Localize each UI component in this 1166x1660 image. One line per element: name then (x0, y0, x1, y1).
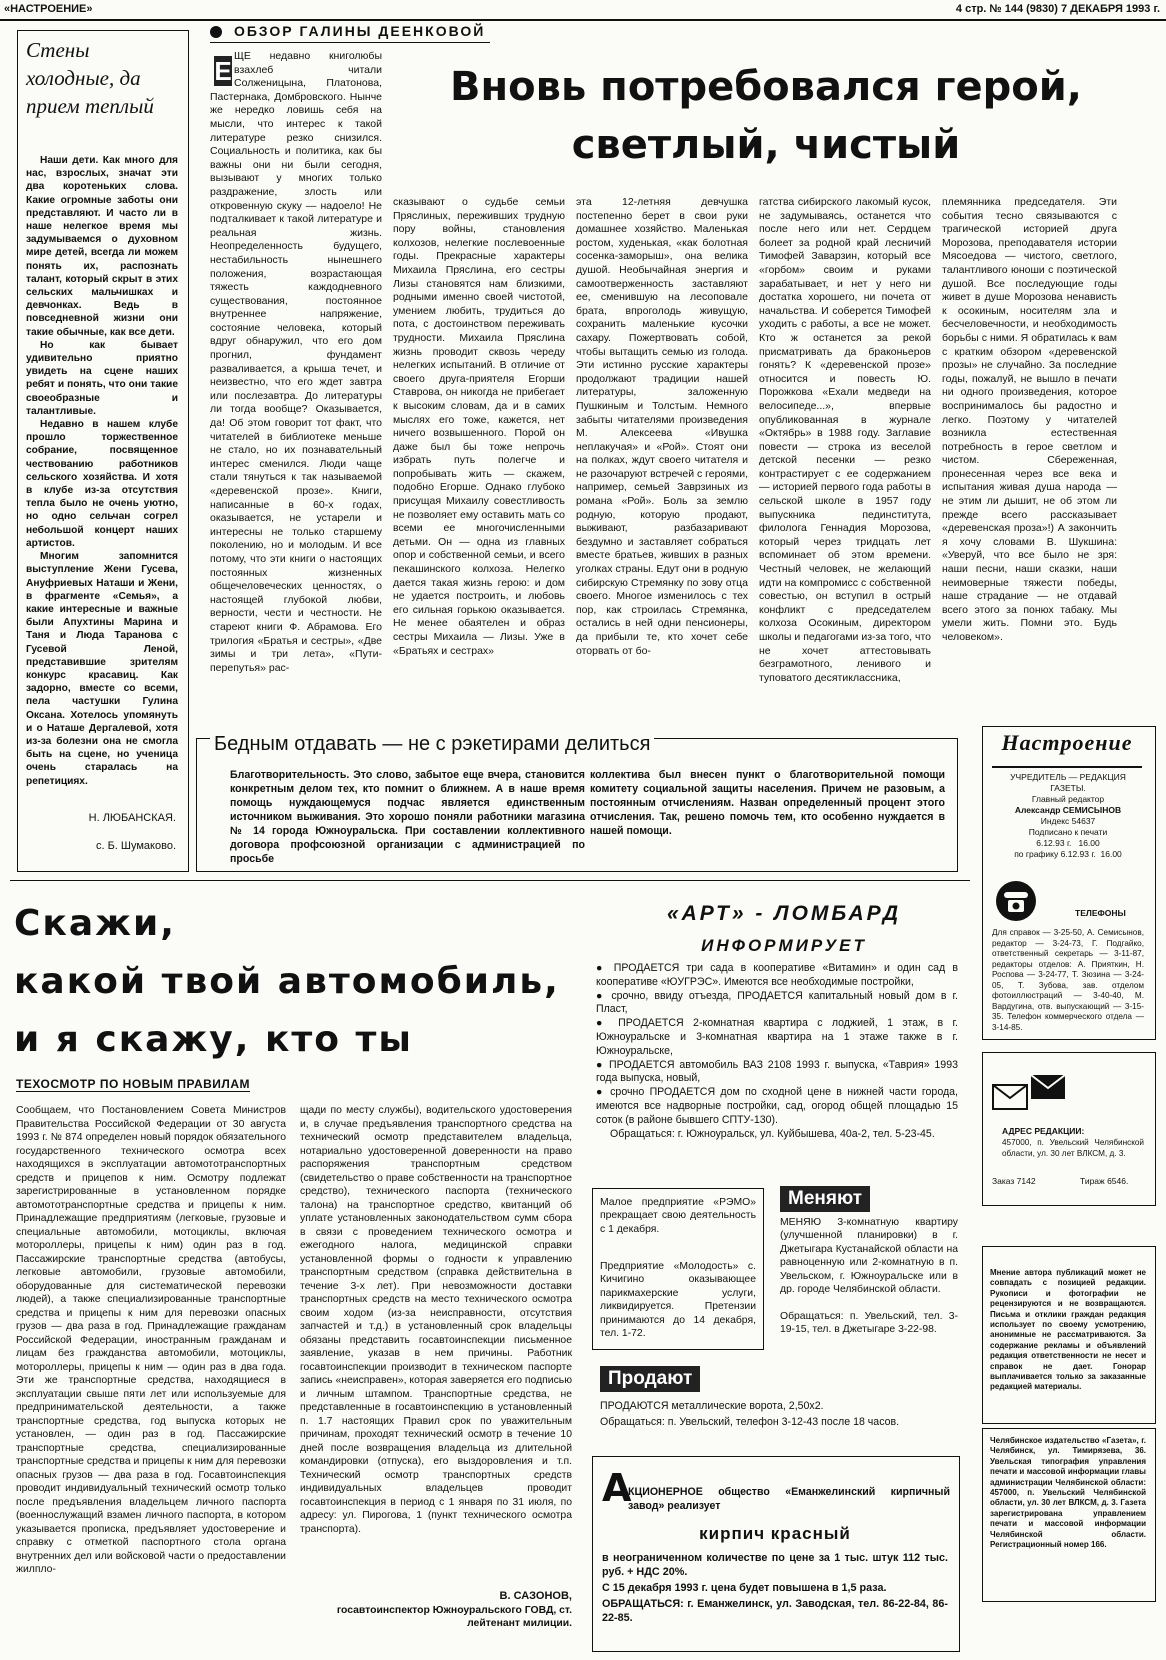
bullet-icon: ● (596, 1086, 611, 1099)
charity-right: коллектива был внесен пункт о благотворительной помощи комитету социальной защиты населения. Причем не разовым, а постоянным отчислениям. Назван определенный процент этого отчисления. Так, решено помочь тем, кто особенно нуждается в нашей помощи. (590, 769, 945, 837)
auto-headline-line-1: Скажи, (14, 903, 176, 944)
imprint-signed-date: 6.12.93 г. (1036, 838, 1072, 848)
charity-headline: Бедным отдавать — не с рэкетирами делиться (210, 733, 654, 756)
imprint-signed-time: 16.00 (1078, 838, 1100, 848)
letter-title: Стены холодные, да прием теплый (26, 38, 154, 118)
review-col-4: гатства сибирского лакомый кусок, не задумываясь, останется что после него или нет. Сердцем болеет за родной край лесничий Тимофей Заварзин, который все «горбом» своим и руками зарабатывает, и нет у него ни достатка хорошего, ни почета от начальства. И соберется Тимофей уходить с работы, а все не может. Кто ж останется за рекой присматривать да браконьеров гонять? К «деревенской прозе» относится и повесть Ю. Порожкова «Ехали медведи на велосипеде...», впервые опубликованная в журнале «Октябрь» в 1988 году. Заглавие повести — строка из веселой детской песенки — резко контрастирует с ее содержанием — историей первого года работы в сельской школе в 1957 году выпускника пединститута, филолога Геннадия Морозова, который через тридцать лет вспоминает об этом времени. Честный человек, не желающий идти на компромисс с собственной совестью, он вступил в острый конфликт с председателем колхоза Осокиным, директором школы и педагогами из-за того, что не хочет аттестовывать безграмотного, ленивого и туповатого десятиклассника, (759, 196, 931, 684)
sale-label: Продают (600, 1366, 700, 1392)
rubric-bullet-icon (210, 26, 222, 38)
imprint-editor: Александр СЕМИСЫНОВ (1014, 805, 1122, 815)
imprint-editor-label: Главный редактор (1031, 794, 1105, 804)
imprint-logo-rule (992, 766, 1142, 768)
notice-remo: Малое предприятие «РЭМО» прекращает свою деятельность с 1 декабря. (600, 1197, 756, 1235)
brick-notice: С 15 декабря 1993 г. цена будет повышена в 1,5 раза. (602, 1582, 887, 1594)
auto-col-1: Сообщаем, что Постановлением Совета Министров Правительства Российской Федерации от 30 августа 1993 г. № 874 определен новый порядок обязательного государственного технического осмотра всех находящихся в эксплуатации автомототранспортных средств и прицепов к ним. Осмотру подлежат зарегистрированные в установленном порядке автомототранспортные средства и прицепы к ним. Принадлежащие предприятиям (легковые, грузовые и специальные автомобили, мотоциклы, включая мотороллеры, прицепы к ним) один раз в год. Пассажирские транспортные средства (автобусы, легковые автомобили, грузовые автомобили, оборудованные для систематической перевозки людей), а также специализированные транспортные средства и прицепы к ним для перевозки опасных грузов — два раза в год. Принадлежащие гражданам Российской Федерации, иностранным гражданам и лицам без гражданства автомобили, мотоциклы, мотороллеры, прицепы к ним — один раз в два года. Эти же транспортные средства, находящиеся в эксплуатации свыше пяти лет или используемые для предпринимательской деятельности, а также транспортные средства, год выпуска которых не установлен, — один раз в год. Пассажирские транспортные средства, специализированные транспортные средства и прицепы к ним для перевозки опасных грузов — два раза в год. Госавтоинспекция проводит индивидуальный технический осмотр только после предъявления владельцем личного паспорта (военнослужащий взамен личного паспорта, в котором указывается прописка, предъявляет удостоверение и справку с отметкой паспортного стола органа внутренних дел или войсковой части о предоставлении жилпло- (16, 1105, 286, 1575)
imprint-meta (992, 772, 1144, 860)
envelope-icon (992, 1084, 1028, 1110)
exchange-label: Меняют (780, 1186, 870, 1212)
letter-paragraph: Многим запомнится выступление Жени Гусева, Ануфриевых Наташи и Жени, в фрагменте «Семья», а какие интересные и важные были Апухтины Марина и Таня и Люда Таранова с Гусевой Леной, представившие зрителям конкурс красавиц. Как задорно, вместе со всеми, пела частушки Гулина Оксана. Хотелось упомянуть и о Наташе Дергалевой, хотя из-за болезни она не смогла быть на сцене, но ученица очень старалась на репетициях. (26, 551, 178, 787)
lombard-item: ● ПРОДАЕТСЯ автомобиль ВАЗ 2108 1993 г. выпуска, «Таврия» 1993 года выпуска, новый, (596, 1058, 958, 1085)
imprint-founder: УЧРЕДИТЕЛЬ — РЕДАКЦИЯ ГАЗЕТЫ. (1010, 772, 1126, 793)
lombard-list (596, 962, 958, 1140)
masthead (0, 5, 1166, 21)
bullet-icon: ● (596, 1017, 619, 1030)
imprint-logo: Настроение (1001, 730, 1133, 755)
lombard-subtitle: ИНФОРМИРУЕТ (701, 936, 867, 955)
sale-contact: Обращаться: п. Увельский, телефон 3-12-43 после 18 часов. (600, 1416, 900, 1428)
auto-headline (14, 895, 594, 1069)
envelope-icon (1030, 1074, 1066, 1100)
review-headline (426, 58, 1106, 174)
bullet-icon: ● (596, 962, 614, 974)
auto-col-2: щади по месту службы), водительского удостоверения и, в случае предъявления транспортного средства на технический осмотр представителем владельца, нотариально удостоверенной доверенности на право распоряжения транспортным средством (свидетельство о праве собственности на транспортное средство), технического паспорта (технического талона) на транспортное средство, квитанций об уплате установленных законодательством сумм сбора в связи с проведением технического осмотра и ежегодного налога, медицинской справки установленной формы о годности к управлению транспортным средством (справка действительна в течение 3-х лет). При невозможности доставки транспортных средств на место технического осмотра своим ходом (из-за неисправности, отсутствия запчастей и т.д.) в установленный срок владельцы обязаны представить госавтоинспекции письменное заявление, указав в нем причины. Работник госавтоинспекции производит в техническом паспорте запись «неисправен», которая заверяется его подписью и личным штампом. Транспортные средства, не представленные в госавтоинспекцию в установленный п. 1.7 настоящих Правил срок по уважительным причинам, проходят технический осмотр в течение 10 дней после возвращения владельца из длительной командировки (отпуска), его выздоровления и т.п. Технический осмотр транспортных средств индивидуальных владельцев проводит госавтоинспекция в период с 1 января по 31 июля, по адресу: ул. Пирогова, 1 (пункт технического осмотра транспорта). (300, 1105, 573, 1535)
lombard-item: ● ПРОДАЕТСЯ 2-комнатная квартира с лоджией, 1 этаж, в г. Южноуральске и 3-комнатная квартира на 1 этаже также в г. Южноуральске, (596, 1017, 959, 1057)
imprint-signed-label: Подписано к печати (1028, 827, 1108, 837)
imprint-phones-title: ТЕЛЕФОНЫ (1075, 908, 1126, 918)
review-col-1-text: ЩЕ недавно книголюбы взахлеб читали Солженицына, Платонова, Пастернака, Домбровского. Нынче же нередко ловишь себя на мысли, что интерес к такой литературе резко снизился. Социальность и политика, как бы важны они ни были сегодня, вызывают у многих только раздражение, злость или откровенную скуку — надоело! Не подталкивает к такой литературе и реальная жизнь. Неопределенность будущего, нестабильность нынешнего положения, возрастающая тяжесть каждодневного существования, постоянное внутреннее напряжение, состояние человека, который вдруг обнаружил, что его дом прогнил, фундамент разваливается, а крыша течет, и неизвестно, что его ждет завтра или послезавтра. До литературы ли тогда вообще? Оказывается, да! Об этом говорит тот факт, что читателей в библиотеке меньше не стало, но их познавательный интерес сменился. Люди чаще стали тянуться к так называемой «деревенской прозе». Книги, написанные в 60-х годах, оказывается, не устарели и интересны не только старшему поколению, но и молодым. И все потому, что эти книги о настоящих постоянных жизненных общечеловеческих ценностях, о настоящей глубокой любви, верности, чести и честности. Не стареют книги Ф. Абрамова. Его трилогия «Братья и сестры», «Две зимы и три лета», «Пути-перепутья» рас- (210, 50, 382, 674)
lombard-item: ● срочно, ввиду отъезда, ПРОДАЕТСЯ капитальный новый дом в г. Пласт, (596, 989, 958, 1016)
masthead-title: «НАСТРОЕНИЕ» (4, 3, 93, 15)
review-col-3: эта 12-летняя девчушка постепенно берет в свои руки домашнее хозяйство. Маленькая ростом, худенькая, «как болотная сосенка-заморыш», она велика душой. Необычайная энергия и самоотверженность заставляют ее, сменившую на лесоповале брата, впроголодь живущую, сохранить маленькие кусочки сахару. Пожертвовать собой, чтобы вытащить семью из голода. Эти истинно русские характеры продолжают традиции нашей литературы, заложенную Пушкиным и Толстым. Немного забыты читателями произведения М. Алексеева «Ивушка неплакучая» и «Рой». Стоят они на полках, ждут своего читателя и не разочаруют встречей с героями, например, семьей Заврзиных из романа «Рой». Боль за землю родную, которую продают, выживают, разбазаривают бездумно и заставляет собраться вместе братьев, живших в разных уголках страны. Едут они в родную сибирскую Стремянку по зову отца своего. Многое изменилось с тех пор, как строилась Стремянка, остались в ней одни пенсионеры, да прибыли те, кто хочет себе оторвать от бо- (576, 196, 748, 657)
auto-author: В. САЗОНОВ, (499, 1590, 572, 1602)
letter-paragraph: Наши дети. Как много для нас, взрослых, значат эти два коротеньких слова. Какие огромные заботы они представляют. И часто ли в наше нелегкое время мы задумываемся о духовном мире детей, всегда ли можем понять их, распознать талант, который скрыт в этих сельских мальчишках и девчонках. Ведь в повседневной жизни они такие обычные, как все дети. (26, 155, 178, 338)
letter-author: Н. ЛЮБАНСКАЯ. (88, 812, 176, 824)
rubric-label: ОБЗОР ГАЛИНЫ ДЕЕНКОВОЙ (234, 23, 486, 39)
auto-headline-line-3: и я скажу, кто ты (14, 1019, 413, 1060)
imprint-schedule-label: по графику (1014, 849, 1059, 859)
brick-intro: КЦИОНЕРНОЕ общество «Еманжелинский кирпичный завод» реализует (628, 1486, 950, 1512)
auto-headline-line-2: какой твой автомобиль, (14, 961, 560, 1002)
lombard-title: «АРТ» - ЛОМБАРД (666, 902, 902, 925)
brick-contact: ОБРАЩАТЬСЯ: г. Еманжелинск, ул. Заводская, тел. 86-22-84, 86-22-85. (602, 1598, 948, 1624)
letter-body (26, 154, 178, 787)
brick-product: кирпич красный (699, 1524, 851, 1543)
review-headline-line-2: светлый, чистый (571, 122, 961, 168)
telephone-icon (994, 880, 1038, 922)
address-title: АДРЕС РЕДАКЦИИ: (1002, 1126, 1085, 1136)
bullet-icon: ● (596, 1058, 610, 1071)
letter-place: с. Б. Шумаково. (95, 840, 176, 852)
auto-author-role: госавтоинспектор Южноуральского ГОВД, ст. лейтенант милиции. (336, 1605, 572, 1629)
lombard-contact: Обращаться: г. Южноуральск, ул. Куйбышева, 40а-2, тел. 5-23-45. (610, 1127, 935, 1140)
review-col-1 (210, 50, 382, 690)
dropcap-space (210, 50, 234, 84)
section-divider (10, 880, 970, 881)
exchange-contact: Обращаться: п. Увельский, тел. 3-19-15, тел. в Джетыгаре 3-22-98. (780, 1311, 958, 1336)
address-text: 457000, п. Увельский Челябинской области, ул. 30 лет ВЛКСМ, д. 3. (1002, 1138, 1144, 1158)
rubric-underline (210, 42, 490, 43)
charity-left: Благотворительность. Это слово, забытое еще вчера, становится конкретным делом тех, кто помнит о ближнем. А в наше время помощь нуждающемуся подчас является единственным источником выживания. Это хорошо поняли работники магазина № 14 города Южноуральска. При составлении коллективного договора профсоюзной организации с администрацией по просьбе (230, 769, 585, 865)
letter-paragraph: Но как бывает удивительно приятно увидеть на сцене наших ребят и понять, что они такие своеобразные и талантливые. (26, 339, 178, 417)
bullet-icon: ● (596, 989, 612, 1002)
review-dropcap: Е (214, 56, 232, 86)
imprint-index: Индекс 54637 (1040, 816, 1096, 826)
brick-terms: в неограниченном количестве по цене за 1 тыс. штук 112 тыс. руб. + НДС 20%. (602, 1552, 948, 1578)
disclaimer-text: Мнение автора публикаций может не совпадать с позицией редакции. Рукописи и фотографии не рецензируются и не возвращаются. Письма и отклики граждан редакция использует по своему усмотрению, анонимные не рассматриваются. За содержание рекламы и объявлений редакция ответственности не несет и справок не дает. Гонорар выплачивается только за заказанные редакцией материалы. (990, 1268, 1146, 1392)
exchange-text: МЕНЯЮ 3-комнатную квартиру (улучшенной планировки) в г. Джетыгара Кустанайской области на равноценную или 2-комнатную в п. Увельском, г. Южноуральске или в др. городе Челябинской области. (780, 1217, 958, 1296)
brick-dropcap: А (602, 1466, 632, 1510)
print-run: Тираж 6546. (1080, 1176, 1129, 1186)
publisher-text: Челябинское издательство «Газета», г. Челябинск, ул. Тимирязева, 36. Увельская типография управления печати и массовой информации главы администрации Челябинской области: 457000, п. Увельский Челябинской области, ул. 30 лет ВЛКСМ, д. 3. Газета зарегистрирована управлением печати и массовой информации Челябинской области. Регистрационный номер 166. (990, 1436, 1146, 1550)
notice-molodost: Предприятие «Молодость» с. Кичигино оказывающее парикмахерские услуги, ликвидируется. Претензии принимаются до 14 декабря, тел. 1-72. (600, 1261, 756, 1340)
imprint-phones: Для справок — 3-25-50, А. Семисынов, редактор — 3-24-73, Г. Подгайко, ответственный секретарь — 3-11-87, редакторы отделов: А. Прияткин, Н. Роспова — 3-24-77, Т. Зюзина — 3-24-05, Т. Зубова, зав. отделом фотоиллюстраций — 3-40-40, М. Вардугина, отв. выпускающий — 3-15-35. Телефон коммерческого отдела — 3-14-85. (992, 928, 1144, 1032)
review-col-5: племянника председателя. Эти события тесно связываются с трагической историей друга Морозова, преподавателя истории Мясоедова — чистого, светлого, талантливого юноши с поэтической душой. Все последующие годы живет в душе Морозова ненависть к осокиным, носителям зла и бесчеловечности, и необходимость борьбы с ними. Я обратилась к вам с кратким обзором «деревенской прозы» не случайно. За последние годы, пожалуй, не вышло в печати ни одного произведения, которое воспринималось бы радостно и легко. Поэтому у читателей возникла естественная потребность в герое светлом и чистом. Сбереженная, пронесенная через все века и испытания живая душа народа — не этим ли дышит, не об этом ли прежде всего рассказывает «деревенская проза»!) А закончить я хочу словами В. Шукшина: «Уверуй, что все было не зря: наши песни, наши сказки, наши неимоверные тяжести победы, наше страдание — не отдавай всего этого за понюх табаку. Мы умели жить. Помни это. Будь человеком». (942, 196, 1117, 643)
lombard-item: ● срочно ПРОДАЕТСЯ дом по сходной цене в нижней части города, имеются все надворные постройки, сад, огород общей площадью 15 соток (в районе бывшего СПТУ-130). (596, 1086, 958, 1126)
order-number: Заказ 7142 (992, 1176, 1036, 1186)
lombard-item: ● ПРОДАЕТСЯ три сада в кооперативе «Витамин» и один сад в кооперативе «ЮУГРЭС». Имеются все необходимые постройки, (596, 962, 958, 988)
imprint-schedule-time: 16.00 (1100, 849, 1122, 859)
letter-paragraph: Недавно в нашем клубе прошло торжественное собрание, посвященное чествованию работников сельского хозяйства. И хотя в клубе из-за отсутствия тепла было не очень уютно, но одно сельчан согрел небольшой концерт наших артистов. (26, 419, 178, 549)
review-col-2: сказывают о судьбе семьи Пряслиных, переживших трудную пору войны, становления колхозов, нелегкие послевоенные годы. Прекрасные характеры Михаила Пряслина, его сестры Лизы становятся нам близкими, родными именно своей чистотой, умением любить, трудиться до пота, с достоинством переживать трудности. Михаила Пряслина жизнь проводит сквозь череду нелегких испытаний. В отличие от своего друга-приятеля Егорши Ставрова, он никогда не прибегает к высоким словам, да и в самих мыслях его тоже, кажется, нет ничего возвышенного. Порой он даже был бы тоже непрочь избрать путь полегче и попробывать жить — скажем, подобно Егорше. Однако глубоко присущая Михаилу совестливость не позволяет ему оставить мать со всеми ее многочисленными детьми. Он — одна из главных опор и собственной семьи, и всего пекашинского колхоза. Нелегко дается такая жизнь герою: и дом не удается построить, и любовь его сильная горькою оказывается. Не менее обаятелен и образ сестры Михаила — Лизы. Уже в «Братьях и сестрах» (393, 196, 565, 657)
auto-subhead: ТЕХОСМОТР ПО НОВЫМ ПРАВИЛАМ (16, 1077, 251, 1091)
masthead-issue: 4 стр. № 144 (9830) 7 ДЕКАБРЯ 1993 г. (955, 3, 1160, 15)
imprint-schedule-date: 6.12.93 г. (1060, 849, 1096, 859)
review-headline-line-1: Вновь потребовался герой, (450, 64, 1082, 110)
sale-text: ПРОДАЮТСЯ металлические ворота, 2,50х2. (600, 1400, 824, 1412)
